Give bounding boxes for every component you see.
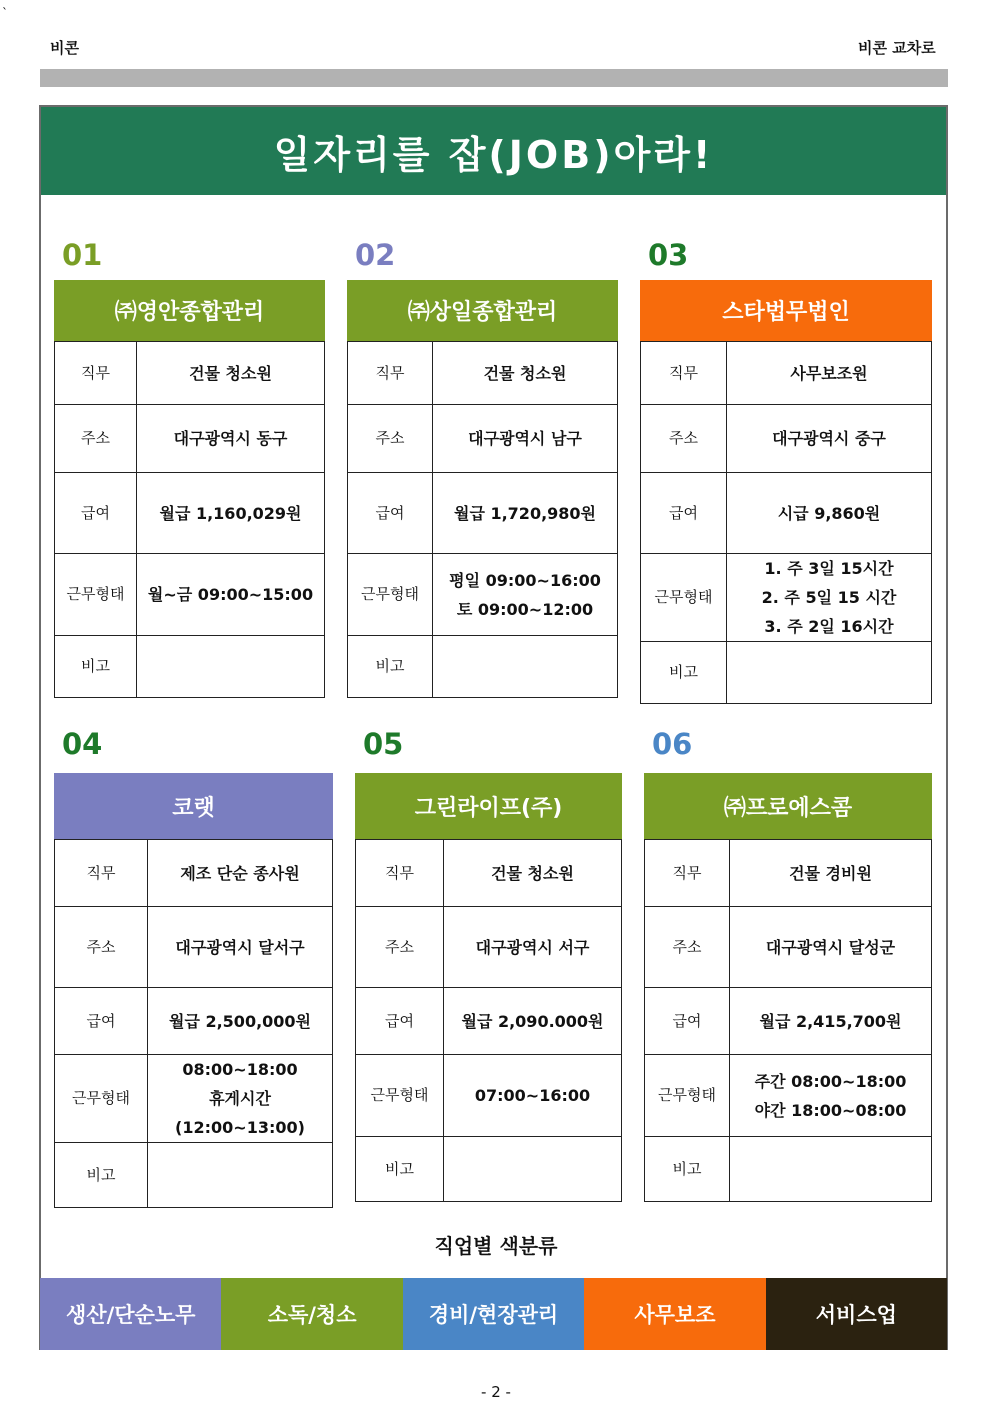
work-line: 평일 09:00~16:00 xyxy=(449,570,601,590)
address-value: 대구광역시 남구 xyxy=(433,405,618,473)
work-value xyxy=(727,554,932,642)
header-left: 비콘 xyxy=(50,39,79,57)
header-right: 비콘 교차로 xyxy=(858,39,936,57)
work-value xyxy=(148,1055,333,1143)
duty-value: 건물 경비원 xyxy=(730,840,932,907)
job-card-03 xyxy=(640,280,932,704)
label-pay: 급여 xyxy=(356,988,444,1055)
work-line: 07:00~16:00 xyxy=(474,1086,591,1105)
duty-value: 건물 청소원 xyxy=(433,342,618,405)
work-value xyxy=(137,554,325,636)
label-work: 근무형태 xyxy=(645,1055,730,1137)
company-name: 코랫 xyxy=(54,773,333,839)
note-value xyxy=(730,1137,932,1202)
company-name: ㈜상일종합관리 xyxy=(347,280,618,341)
work-line: 08:00~18:00 xyxy=(182,1060,298,1079)
category-cleaning: 소독/청소 xyxy=(221,1278,402,1350)
work-value xyxy=(433,554,618,636)
label-pay: 급여 xyxy=(55,988,148,1055)
job-card-04 xyxy=(54,773,333,1208)
label-address: 주소 xyxy=(641,405,727,473)
job-info-table xyxy=(355,839,622,1202)
duty-value: 건물 청소원 xyxy=(444,840,622,907)
label-work: 근무형태 xyxy=(348,554,433,636)
duty-value: 제조 단순 종사원 xyxy=(148,840,333,907)
corner-mark: ` xyxy=(2,6,8,20)
label-note: 비고 xyxy=(348,636,433,698)
work-line: 1. 주 3일 15시간 xyxy=(764,559,894,578)
work-value xyxy=(444,1055,622,1137)
duty-value: 건물 청소원 xyxy=(137,342,325,405)
address-value: 대구광역시 달서구 xyxy=(148,907,333,988)
company-name: 그린라이프(주) xyxy=(355,773,622,839)
label-duty: 직무 xyxy=(356,840,444,907)
label-note: 비고 xyxy=(641,642,727,704)
duty-value: 사무보조원 xyxy=(727,342,932,405)
category-legend xyxy=(40,1278,947,1350)
page-number: - 2 - xyxy=(481,1383,511,1401)
note-value xyxy=(148,1143,333,1208)
note-value xyxy=(727,642,932,704)
job-info-table xyxy=(347,341,618,698)
label-note: 비고 xyxy=(356,1137,444,1202)
category-production: 생산/단순노무 xyxy=(40,1278,221,1350)
label-address: 주소 xyxy=(55,907,148,988)
work-line: 2. 주 5일 15 시간 xyxy=(761,588,897,607)
work-line: 월~금 09:00~15:00 xyxy=(147,585,314,604)
category-title: 직업별 색분류 xyxy=(434,1234,558,1258)
label-note: 비고 xyxy=(55,636,137,698)
category-service: 서비스업 xyxy=(766,1278,947,1350)
page-title: 일자리를 잡(JOB)아라! xyxy=(41,107,946,195)
label-duty: 직무 xyxy=(55,342,137,405)
address-value: 대구광역시 동구 xyxy=(137,405,325,473)
pay-value: 월급 1,160,029원 xyxy=(137,473,325,554)
job-info-table xyxy=(640,341,932,704)
company-name: ㈜프로에스콤 xyxy=(644,773,932,839)
job-number-03: 03 xyxy=(648,238,689,272)
work-line: 토 09:00~12:00 xyxy=(456,599,594,619)
address-value: 대구광역시 중구 xyxy=(727,405,932,473)
work-line: 휴게시간 xyxy=(209,1089,271,1108)
note-value xyxy=(137,636,325,698)
label-address: 주소 xyxy=(645,907,730,988)
pay-value: 월급 2,415,700원 xyxy=(730,988,932,1055)
label-address: 주소 xyxy=(348,405,433,473)
label-duty: 직무 xyxy=(645,840,730,907)
category-security: 경비/현장관리 xyxy=(403,1278,584,1350)
pay-value: 월급 2,500,000원 xyxy=(148,988,333,1055)
company-name: 스타법무법인 xyxy=(640,280,932,341)
pay-value: 월급 1,720,980원 xyxy=(433,473,618,554)
job-card-05 xyxy=(355,773,622,1202)
label-note: 비고 xyxy=(55,1143,148,1208)
job-number-04: 04 xyxy=(62,727,103,761)
label-pay: 급여 xyxy=(645,988,730,1055)
job-number-06: 06 xyxy=(652,727,693,761)
address-value: 대구광역시 서구 xyxy=(444,907,622,988)
label-work: 근무형태 xyxy=(55,554,137,636)
job-card-01 xyxy=(54,280,325,698)
company-name: ㈜영안종합관리 xyxy=(54,280,325,341)
job-card-06 xyxy=(644,773,932,1202)
label-duty: 직무 xyxy=(641,342,727,405)
note-value xyxy=(433,636,618,698)
job-info-table xyxy=(54,341,325,698)
label-work: 근무형태 xyxy=(641,554,727,642)
category-office: 사무보조 xyxy=(584,1278,765,1350)
label-pay: 급여 xyxy=(55,473,137,554)
label-work: 근무형태 xyxy=(356,1055,444,1137)
pay-value: 시급 9,860원 xyxy=(727,473,932,554)
work-line: 야간 18:00~08:00 xyxy=(754,1100,907,1120)
job-info-table xyxy=(54,839,333,1208)
job-number-02: 02 xyxy=(355,238,396,272)
job-number-01: 01 xyxy=(62,238,103,272)
pay-value: 월급 2,090.000원 xyxy=(444,988,622,1055)
job-number-05: 05 xyxy=(363,727,404,761)
label-note: 비고 xyxy=(645,1137,730,1202)
label-duty: 직무 xyxy=(348,342,433,405)
address-value: 대구광역시 달성군 xyxy=(730,907,932,988)
work-value xyxy=(730,1055,932,1137)
job-info-table xyxy=(644,839,932,1202)
label-address: 주소 xyxy=(55,405,137,473)
work-line: 주간 08:00~18:00 xyxy=(754,1071,907,1091)
label-address: 주소 xyxy=(356,907,444,988)
note-value xyxy=(444,1137,622,1202)
job-card-02 xyxy=(347,280,618,698)
label-work: 근무형태 xyxy=(55,1055,148,1143)
header-divider xyxy=(40,69,948,87)
work-line: (12:00~13:00) xyxy=(175,1118,305,1137)
work-line: 3. 주 2일 16시간 xyxy=(764,617,894,636)
label-pay: 급여 xyxy=(641,473,727,554)
label-pay: 급여 xyxy=(348,473,433,554)
label-duty: 직무 xyxy=(55,840,148,907)
